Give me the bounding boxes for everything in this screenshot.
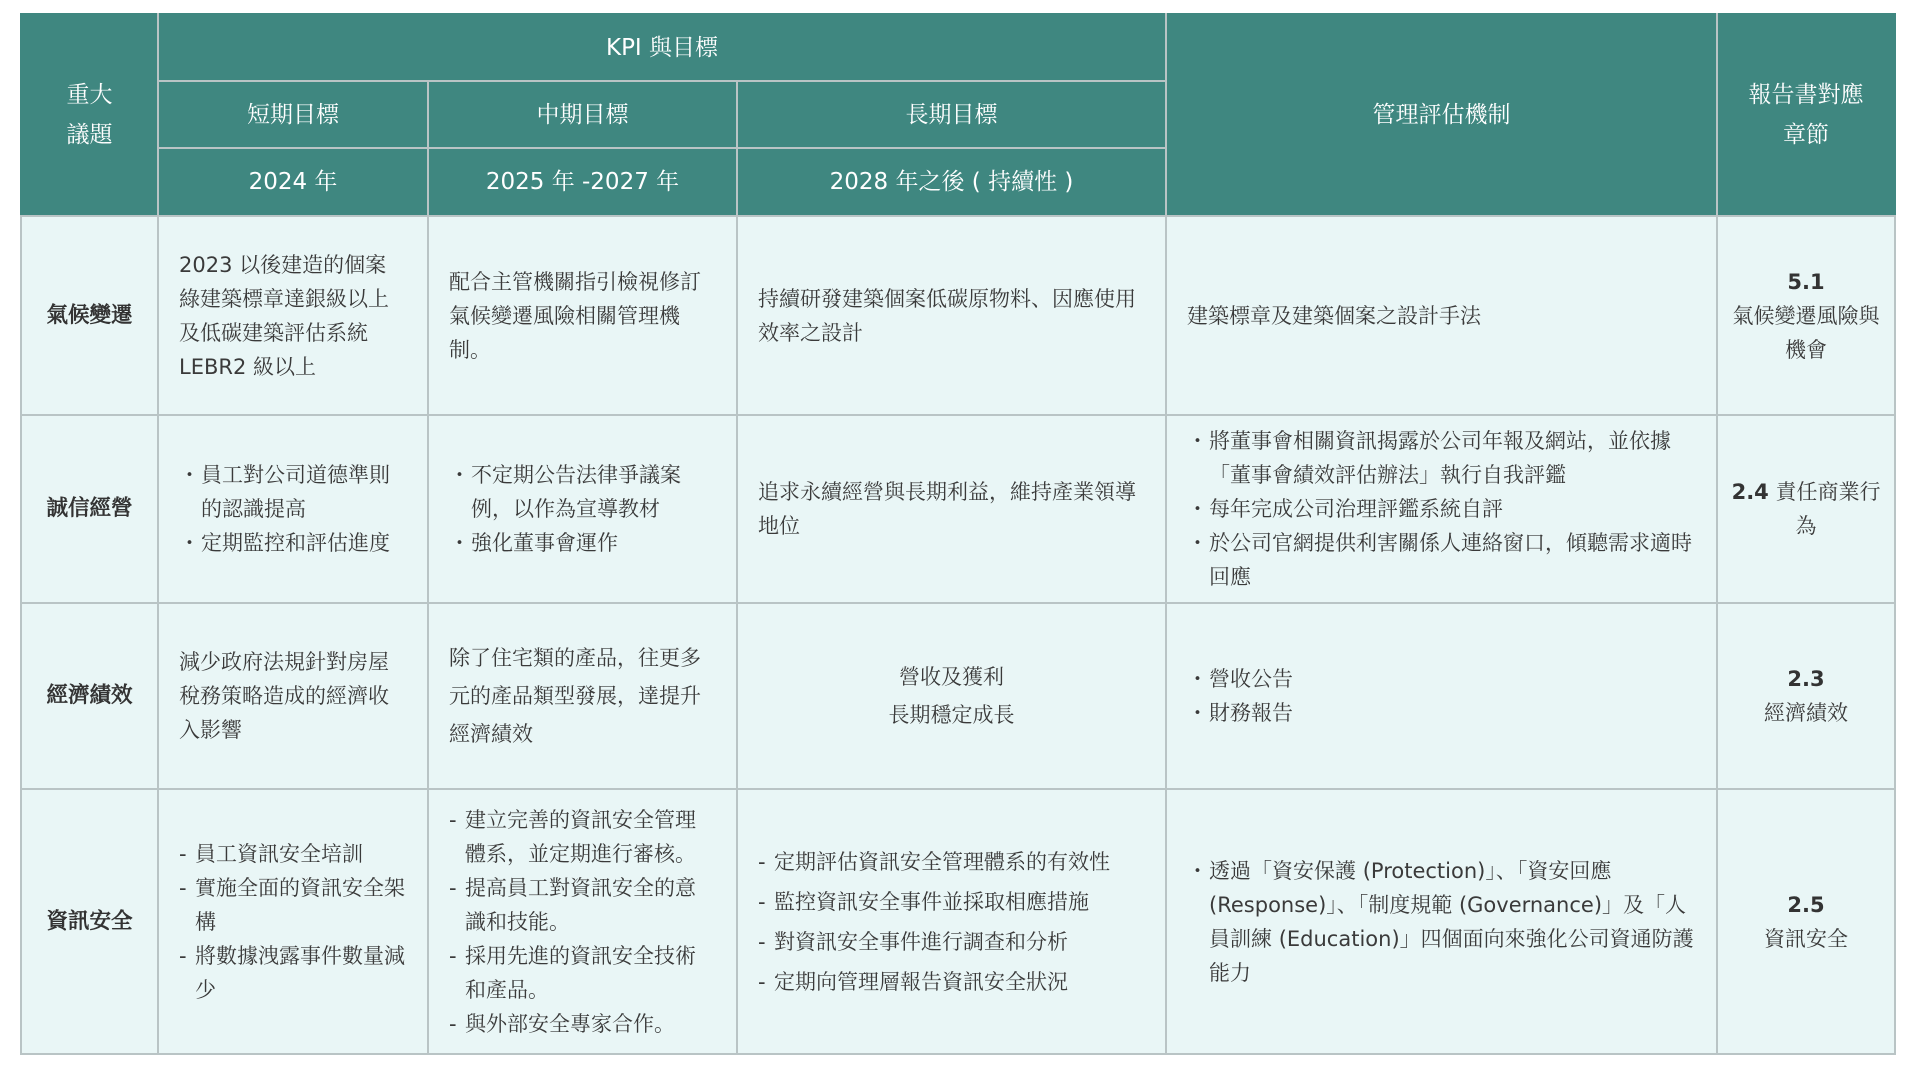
short-goal (158, 415, 428, 603)
chapter-number: 2.3 (1787, 667, 1825, 691)
list-item: - 實施全面的資訊安全架構 (179, 871, 407, 939)
table-row (21, 216, 1895, 415)
table-row (21, 603, 1895, 789)
report-chapter (1717, 603, 1895, 789)
list-item: - 提高員工對資訊安全的意識和技能。 (449, 871, 716, 939)
header-mid-year: 2025 年 -2027 年 (428, 148, 737, 216)
list-item: - 定期向管理層報告資訊安全狀況 (758, 962, 1145, 1002)
header-chapter (1717, 14, 1895, 216)
mgmt-mechanism (1166, 789, 1717, 1054)
row-topic: 氣候變遷 (21, 216, 158, 415)
report-chapter (1717, 415, 1895, 603)
header-topic-line2: 議題 (66, 122, 113, 148)
mgmt-mechanism (1166, 415, 1717, 603)
chapter-number: 5.1 (1787, 269, 1825, 294)
chapter-name: 氣候變遷風險與機會 (1732, 303, 1880, 362)
list-item: - 建立完善的資訊安全管理體系，並定期進行審核。 (449, 803, 716, 871)
long-goal: 持續研發建築個案低碳原物料、因應使用效率之設計 (737, 216, 1166, 415)
chapter-number: 2.5 (1787, 892, 1825, 917)
long-goal: 追求永續經營與長期利益，維持產業領導地位 (737, 415, 1166, 603)
kpi-table (20, 13, 1896, 1055)
long-goal (737, 789, 1166, 1054)
header-mgmt: 管理評估機制 (1166, 14, 1717, 216)
list-item: - 與外部安全專家合作。 (449, 1007, 716, 1041)
row-topic: 資訊安全 (21, 789, 158, 1054)
list-item: - 定期評估資訊安全管理體系的有效性 (758, 842, 1145, 882)
list-item: - 採用先進的資訊安全技術和產品。 (449, 939, 716, 1007)
row-topic: 經濟績效 (21, 603, 158, 789)
header-short-term: 短期目標 (158, 81, 428, 148)
list-item: ・ 每年完成公司治理評鑑系統自評 (1187, 492, 1696, 526)
list-item: ・ 不定期公告法律爭議案例，以作為宣導教材 (449, 458, 716, 526)
header-long-year: 2028 年之後 ( 持續性 ) (737, 148, 1166, 216)
list-item: ・ 將董事會相關資訊揭露於公司年報及網站，並依據「董事會績效評估辦法」執行自我評鑑 (1187, 424, 1696, 492)
long-goal-line: 營收及獲利 (899, 665, 1005, 689)
list-item: ・ 透過「資安保護 (Protection)」、「資安回應 (Response)」、「制度規範 (Governance)」及「人員訓練 (Education)」四個面向來強化公司資通防護能力 (1187, 854, 1696, 990)
list-item: ・ 定期監控和評估進度 (179, 526, 407, 560)
report-chapter (1717, 216, 1895, 415)
report-chapter (1717, 789, 1895, 1054)
mgmt-mechanism: 建築標章及建築個案之設計手法 (1166, 216, 1717, 415)
header-topic (21, 14, 158, 216)
mid-goal (428, 415, 737, 603)
chapter-name: 經濟績效 (1764, 701, 1849, 725)
header-short-year: 2024 年 (158, 148, 428, 216)
header-long-term: 長期目標 (737, 81, 1166, 148)
header-chapter-line1: 報告書對應 (1748, 82, 1864, 108)
header-mid-term: 中期目標 (428, 81, 737, 148)
short-goal (158, 789, 428, 1054)
header-topic-line1: 重大 (66, 82, 113, 108)
list-item: - 監控資訊安全事件並採取相應措施 (758, 882, 1145, 922)
list-item: ・ 強化董事會運作 (449, 526, 716, 560)
row-topic: 誠信經營 (21, 415, 158, 603)
list-item: - 對資訊安全事件進行調查和分析 (758, 922, 1145, 962)
chapter-name: 資訊安全 (1764, 926, 1849, 951)
list-item: ・ 財務報告 (1187, 696, 1696, 730)
chapter-name: 責任商業行為 (1775, 480, 1881, 538)
short-goal: 2023 以後建造的個案綠建築標章達銀級以上及低碳建築評估系統 LEBR2 級以上 (158, 216, 428, 415)
mid-goal: 除了住宅類的產品，往更多元的產品類型發展，達提升經濟績效 (428, 603, 737, 789)
table-row (21, 415, 1895, 603)
mid-goal: 配合主管機關指引檢視修訂氣候變遷風險相關管理機制。 (428, 216, 737, 415)
list-item: ・ 營收公告 (1187, 662, 1696, 696)
mgmt-mechanism (1166, 603, 1717, 789)
long-goal-line: 長期穩定成長 (888, 703, 1015, 727)
long-goal (737, 603, 1166, 789)
table-row (21, 789, 1895, 1054)
mid-goal (428, 789, 737, 1054)
short-goal: 減少政府法規針對房屋稅務策略造成的經濟收入影響 (158, 603, 428, 789)
header-chapter-line2: 章節 (1783, 122, 1830, 148)
list-item: - 將數據洩露事件數量減少 (179, 939, 407, 1007)
header-kpi: KPI 與目標 (158, 14, 1166, 81)
list-item: ・ 員工對公司道德準則的認識提高 (179, 458, 407, 526)
list-item: - 員工資訊安全培訓 (179, 837, 407, 871)
list-item: ・ 於公司官網提供利害關係人連絡窗口，傾聽需求適時回應 (1187, 526, 1696, 594)
chapter-number: 2.4 (1731, 480, 1769, 504)
